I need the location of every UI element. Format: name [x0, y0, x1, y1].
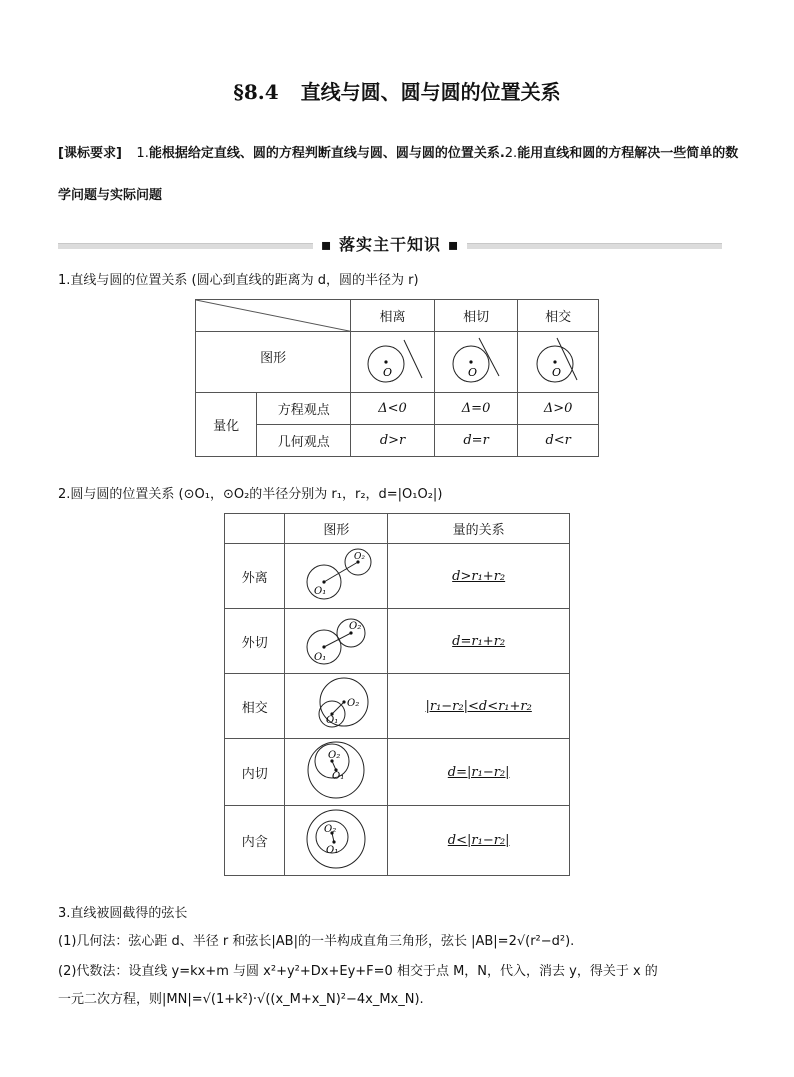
row-name-contain: 内含: [225, 806, 285, 876]
col-relation: 量的关系: [388, 514, 570, 544]
diagonal-line: [196, 300, 354, 332]
row-quant-label: 量化: [196, 393, 257, 457]
rel-ext-tangent: d=r₁+r₂: [388, 609, 570, 674]
fig2-separate: [285, 544, 388, 609]
col-intersect: 相交: [518, 300, 599, 332]
eq-tangent: Δ=0: [434, 393, 518, 425]
sec3-algebraic-method-line1: (2)代数法：设直线 y=kx+m 与圆 x²+y²+Dx+Ey+F=0 相交于点 M，N，代入，消去 y，得关于 x 的: [58, 964, 658, 979]
svg-text:O₁: O₁: [332, 771, 345, 782]
svg-text:O₁: O₁: [314, 652, 327, 663]
svg-text:O₂: O₂: [328, 750, 341, 761]
figure-separate: [351, 332, 435, 393]
banner-text: 落实主干知识: [338, 235, 441, 254]
col-separate: 相离: [351, 300, 435, 332]
section-number: §8.4: [233, 80, 279, 104]
row-name-ext-tangent: 外切: [225, 609, 285, 674]
figure-intersect-svg: [523, 334, 593, 386]
sec3-heading: 3.直线被圆截得的弦长: [58, 906, 188, 921]
row-name-int-tangent: 内切: [225, 739, 285, 806]
fig2-ext-tangent: [285, 609, 388, 674]
section-title: 直线与圆、圆与圆的位置关系: [300, 80, 561, 104]
svg-text:O: O: [552, 366, 562, 379]
svg-text:O: O: [468, 366, 478, 379]
svg-text:O: O: [382, 366, 392, 379]
figure-separate-svg: [358, 334, 428, 386]
fig2-contain: [285, 806, 388, 876]
requirement-num-2: 2.: [504, 146, 518, 161]
svg-text:O₁: O₁: [314, 586, 327, 597]
rel-separate: d>r₁+r₂: [388, 544, 570, 609]
rel-intersect: |r₁−r₂|<d<r₁+r₂: [388, 674, 570, 739]
page-title: [0, 76, 794, 105]
sec3-geometric-method: (1)几何法：弦心距 d、半径 r 和弦长|AB|的一半构成直角三角形，弦长 |AB|=2√(r²−d²).: [58, 934, 575, 949]
section-banner: ▪ 落实主干知识 ▪: [58, 232, 722, 256]
figure-intersect: [518, 332, 599, 393]
row-name-intersect: 相交: [225, 674, 285, 739]
requirement-tag: [课标要求]: [58, 146, 122, 161]
requirement-num-1: 1.: [136, 146, 149, 161]
fig2-intersect-svg: [290, 674, 382, 734]
sub-equation: 方程观点: [257, 393, 351, 425]
col-tangent: 相切: [434, 300, 518, 332]
svg-text:O₁: O₁: [326, 715, 339, 726]
svg-text:O₂: O₂: [347, 698, 360, 709]
row-name-separate: 外离: [225, 544, 285, 609]
geo-separate: d>r: [351, 425, 435, 457]
sub-geometry: 几何观点: [257, 425, 351, 457]
eq-intersect: Δ>0: [518, 393, 599, 425]
svg-text:O₁: O₁: [326, 844, 339, 856]
geo-tangent: d=r: [434, 425, 518, 457]
header-empty: [225, 514, 285, 544]
svg-text:O₂: O₂: [349, 621, 362, 632]
svg-text:O₂: O₂: [324, 823, 337, 835]
circle-circle-table: [224, 513, 570, 876]
col-figure: 图形: [285, 514, 388, 544]
fig2-contain-svg: [290, 807, 382, 871]
eq-separate: Δ<0: [351, 393, 435, 425]
rel-int-tangent: d=|r₁−r₂|: [388, 739, 570, 806]
diag-header-cell: [196, 300, 351, 332]
requirement-text-2: 能用直线和圆的方程解决一些简单的数学问题与实际问题: [58, 146, 739, 203]
fig2-ext-tangent-svg: [290, 609, 382, 669]
curriculum-requirement: [58, 133, 748, 217]
sec1-heading: 1.直线与圆的位置关系 (圆心到直线的距离为 d，圆的半径为 r): [58, 273, 419, 288]
fig2-int-tangent-svg: [290, 739, 382, 801]
rel-contain: d<|r₁−r₂|: [388, 806, 570, 876]
sec2-heading: 2.圆与圆的位置关系 (⊙O₁，⊙O₂的半径分别为 r₁，r₂，d=|O₁O₂|): [58, 487, 443, 502]
line-circle-table: [195, 299, 599, 457]
fig2-int-tangent: [285, 739, 388, 806]
row-figure-label: 图形: [196, 332, 351, 393]
figure-tangent: [434, 332, 518, 393]
svg-text:O₂: O₂: [354, 552, 366, 562]
figure-tangent-svg: [441, 334, 511, 386]
geo-intersect: d<r: [518, 425, 599, 457]
fig2-separate-svg: [290, 544, 382, 604]
requirement-text-1: 能根据给定直线、圆的方程判断直线与圆、圆与圆的位置关系.: [148, 146, 505, 161]
fig2-intersect: [285, 674, 388, 739]
sec3-algebraic-method-line2: 一元二次方程，则|MN|=√(1+k²)·√((x_M+x_N)²−4x_Mx_N).: [58, 992, 424, 1007]
